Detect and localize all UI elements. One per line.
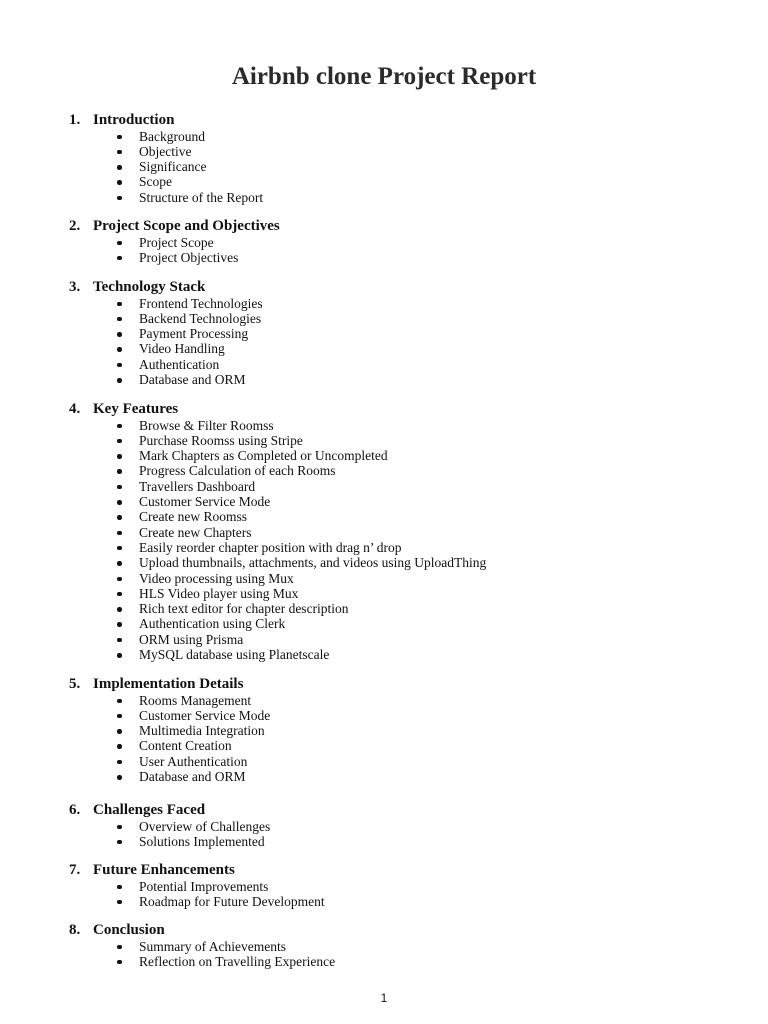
bullet-icon: [117, 454, 122, 459]
bullet-icon: [117, 577, 122, 582]
bullet-icon: [117, 622, 122, 627]
list-item-label: Rich text editor for chapter description: [139, 601, 349, 617]
list-item-label: Database and ORM: [139, 769, 246, 784]
section-heading-label: Introduction: [93, 112, 175, 128]
bullet-icon: [117, 607, 122, 612]
section-number: 7.: [69, 862, 81, 878]
bullet-icon: [117, 653, 122, 658]
list-item-label: Customer Service Mode: [139, 707, 271, 723]
page-number: 1: [380, 991, 388, 1005]
bullet-icon: [117, 241, 122, 246]
list-item-label: Upload thumbnails, attachments, and videos using UploadThing: [139, 555, 487, 571]
section-heading: [69, 861, 235, 879]
list-item-label: Progress Calculation of each Rooms: [139, 463, 336, 479]
section-number: 1.: [69, 112, 81, 128]
list-item-label: Structure of the Report: [139, 189, 264, 205]
section-number: 3.: [69, 279, 81, 295]
bullet-icon: [117, 885, 122, 890]
list-item-label: Browse & Filter Roomss: [139, 417, 274, 433]
section-number: 6.: [69, 802, 81, 818]
list-item-label: Scope: [139, 174, 172, 190]
section-heading: [69, 278, 205, 296]
bullet-icon: [117, 744, 122, 749]
bullet-icon: [117, 196, 122, 201]
bullet-icon: [117, 900, 122, 905]
bullet-icon: [117, 332, 122, 337]
bullet-icon: [117, 302, 122, 307]
bullet-icon: [117, 775, 122, 780]
list-item-label: Backend Technologies: [139, 310, 262, 326]
bullet-icon: [117, 546, 122, 551]
list-item-label: HLS Video player using Mux: [139, 585, 299, 601]
section-heading-label: Key Features: [93, 401, 179, 417]
list-item-label: Video Handling: [139, 341, 225, 357]
list-item-label: Authentication using Clerk: [139, 616, 286, 632]
section-number: 8.: [69, 922, 81, 938]
document-title: Airbnb clone Project Report: [231, 63, 537, 90]
list-item-label: Travellers Dashboard: [139, 478, 256, 494]
bullet-icon: [117, 500, 122, 505]
bullet-icon: [117, 638, 122, 643]
list-item-label: Project Scope: [139, 234, 214, 250]
list-item-label: Payment Processing: [139, 326, 249, 342]
bullet-icon: [117, 424, 122, 429]
list-item-label: Project Objectives: [139, 249, 239, 265]
bullet-icon: [117, 317, 122, 322]
bullet-icon: [117, 347, 122, 352]
bullet-icon: [117, 729, 122, 734]
section-heading-label: Future Enhancements: [93, 862, 235, 878]
bullet-icon: [117, 760, 122, 765]
bullet-icon: [117, 363, 122, 368]
list-item-label: Content Creation: [139, 738, 232, 754]
bullet-icon: [117, 165, 122, 170]
list-item-label: Video processing using Mux: [139, 570, 294, 586]
list-item-label: ORM using Prisma: [139, 631, 244, 647]
list-item-label: Potential Improvements: [139, 878, 269, 894]
list-item-label: Overview of Challenges: [139, 818, 271, 834]
list-item-label: Summary of Achievements: [139, 938, 286, 954]
bullet-icon: [117, 531, 122, 536]
bullet-icon: [117, 945, 122, 950]
section-heading-label: Technology Stack: [93, 279, 206, 295]
list-item-label: Create new Chapters: [139, 524, 252, 540]
bullet-icon: [117, 825, 122, 830]
list-item-label: Easily reorder chapter position with drag n’ drop: [139, 539, 402, 555]
bullet-icon: [117, 714, 122, 719]
list-item-label: Objective: [139, 143, 192, 159]
list-item-label: Database and ORM: [139, 372, 246, 387]
bullet-icon: [117, 515, 122, 520]
list-item-label: Rooms Management: [139, 692, 252, 708]
section-heading: [69, 675, 243, 693]
list-item-label: Solutions Implemented: [139, 833, 265, 849]
list-item-label: Significance: [139, 159, 207, 175]
list-item-label: Purchase Roomss using Stripe: [139, 432, 303, 448]
section-heading: [69, 400, 178, 418]
list-item-label: Reflection on Travelling Experience: [139, 953, 336, 969]
bullet-icon: [117, 485, 122, 490]
list-item-label: Mark Chapters as Completed or Uncompleted: [139, 448, 388, 464]
section-heading: [69, 111, 174, 129]
section-heading-label: Challenges Faced: [93, 802, 206, 818]
section-heading: [69, 217, 280, 235]
list-item-label: Create new Roomss: [139, 509, 247, 525]
section-heading-label: Conclusion: [93, 922, 165, 938]
section-heading: [69, 801, 205, 819]
bullet-icon: [117, 561, 122, 566]
list-item-label: User Authentication: [139, 753, 248, 769]
bullet-icon: [117, 469, 122, 474]
bullet-icon: [117, 840, 122, 845]
list-item-label: MySQL database using Planetscale: [139, 647, 330, 662]
list-item-label: Roadmap for Future Development: [139, 893, 325, 909]
section-heading-label: Implementation Details: [93, 676, 244, 692]
list-item-label: Authentication: [139, 356, 220, 372]
bullet-icon: [117, 150, 122, 155]
section-heading: [69, 921, 165, 939]
section-number: 4.: [69, 401, 81, 417]
list-item-label: Multimedia Integration: [139, 723, 265, 739]
bullet-icon: [117, 256, 122, 261]
bullet-icon: [117, 439, 122, 444]
section-number: 2.: [69, 218, 81, 234]
list-item-label: Frontend Technologies: [139, 295, 263, 311]
list-item-label: Customer Service Mode: [139, 494, 271, 509]
bullet-icon: [117, 592, 122, 597]
list-item-label: Background: [139, 128, 205, 144]
bullet-icon: [117, 135, 122, 140]
section-heading-label: Project Scope and Objectives: [93, 218, 280, 234]
bullet-icon: [117, 960, 122, 965]
bullet-icon: [117, 180, 122, 185]
bullet-icon: [117, 699, 122, 704]
bullet-icon: [117, 378, 122, 383]
section-number: 5.: [69, 676, 81, 692]
